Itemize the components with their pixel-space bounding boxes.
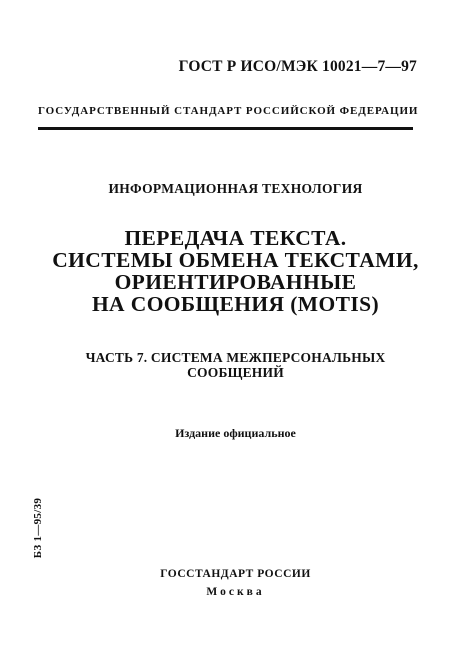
main-title-line: ОРИЕНТИРОВАННЫЕ — [114, 270, 357, 294]
state-standard-header: ГОСУДАРСТВЕННЫЙ СТАНДАРТ РОССИЙСКОЙ ФЕДЕРАЦИИ — [38, 105, 419, 117]
publisher: ГОССТАНДАРТ РОССИИ — [160, 568, 311, 580]
edition-label: Издание официальное — [175, 426, 296, 440]
bz-code-block — [30, 487, 46, 569]
main-title-line: ПЕРЕДАЧА ТЕКСТА. — [124, 226, 347, 250]
main-title — [30, 227, 441, 315]
category-title: ИНФОРМАЦИОННАЯ ТЕХНОЛОГИЯ — [108, 181, 363, 196]
header-divider — [38, 127, 413, 130]
part-title-line: ЧАСТЬ 7. СИСТЕМА МЕЖПЕРСОНАЛЬНЫХ — [85, 350, 386, 365]
main-title-line: НА СООБЩЕНИЯ (MOTIS) — [91, 292, 380, 316]
main-title-line: СИСТЕМЫ ОБМЕНА ТЕКСТАМИ, — [52, 248, 419, 272]
publication-city: Москва — [206, 586, 265, 598]
bz-code: БЗ 1—95/39 — [32, 497, 44, 559]
part-title — [30, 350, 441, 380]
document-code: ГОСТ Р ИСО/МЭК 10021—7—97 — [178, 58, 417, 75]
part-title-line: СООБЩЕНИЙ — [187, 365, 284, 380]
